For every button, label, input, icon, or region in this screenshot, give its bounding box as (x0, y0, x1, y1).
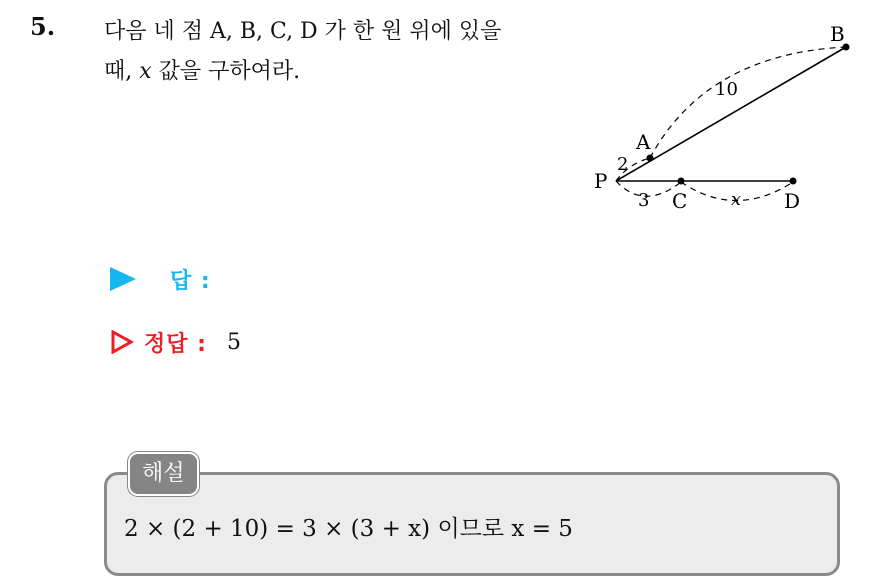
geometry-figure (586, 14, 876, 224)
label-c: C (672, 189, 688, 213)
length-ab: 10 (715, 79, 738, 100)
label-a: A (636, 130, 651, 154)
label-b: B (830, 22, 845, 46)
question-text (104, 12, 574, 92)
label-p: P (594, 169, 608, 193)
question-line-2-pre: 때, (104, 59, 140, 84)
answer-label: 답 : (170, 268, 211, 294)
solution-tag: 해설 (128, 452, 199, 496)
length-cd: x (731, 189, 742, 210)
question-line-1: 다음 네 점 A, B, C, D 가 한 원 위에 있을 (104, 19, 502, 44)
correct-answer-value: 5 (226, 329, 241, 355)
question-line-2 (104, 52, 574, 92)
length-pc: 3 (638, 190, 650, 211)
point-a (647, 155, 654, 162)
label-d: D (784, 189, 801, 213)
question-variable-x: x (139, 59, 152, 84)
correct-answer-label: 정답 : (144, 331, 207, 357)
point-d (790, 178, 797, 185)
solution-text: 2 × (2 + 10) = 3 × (3 + x) 이므로 x = 5 (124, 516, 573, 542)
correct-answer-row (110, 325, 241, 359)
outline-arrow-icon (110, 330, 134, 354)
play-arrow-icon (110, 267, 136, 291)
answer-row (110, 262, 211, 296)
length-pa: 2 (617, 154, 629, 175)
secant-diagram (586, 14, 876, 224)
point-c (678, 178, 685, 185)
question-line-2-post: 값을 구하여라. (151, 59, 301, 84)
question-number: 5. (30, 12, 56, 41)
